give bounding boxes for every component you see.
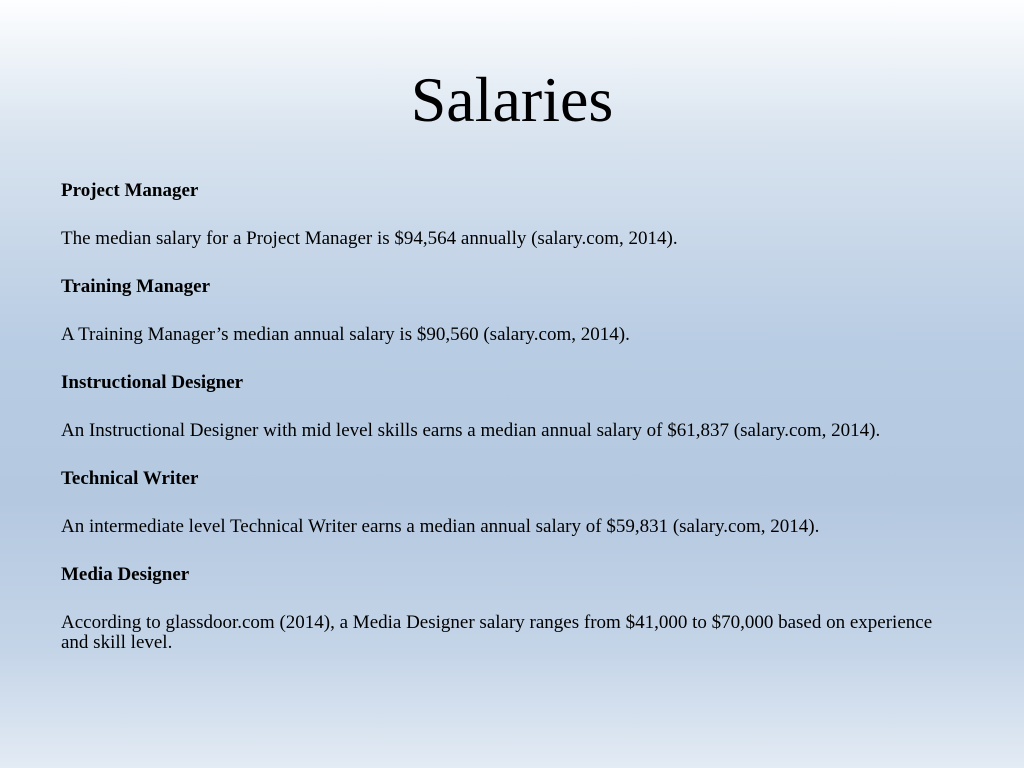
section-heading-technical-writer: Technical Writer [61, 468, 199, 489]
section-heading-project-manager: Project Manager [61, 180, 199, 201]
section-text-technical-writer: An intermediate level Technical Writer earns a median annual salary of $59,831 (salary.com, 2014). [61, 516, 820, 537]
slide-title: Salaries [410, 64, 614, 135]
slide-content [61, 180, 961, 680]
section-text-instructional-designer: An Instructional Designer with mid level skills earns a median annual salary of $61,837 (salary.com, 2014). [61, 420, 881, 441]
section-heading-media-designer: Media Designer [61, 564, 190, 585]
section-heading-training-manager: Training Manager [61, 276, 211, 297]
section-text-media-designer: According to glassdoor.com (2014), a Media Designer salary ranges from $41,000 to $70,000 based on experience and skill level. [61, 612, 933, 653]
section-heading-instructional-designer: Instructional Designer [61, 372, 244, 393]
section-text-project-manager: The median salary for a Project Manager is $94,564 annually (salary.com, 2014). [61, 228, 678, 249]
section-text-training-manager: A Training Manager’s median annual salary is $90,560 (salary.com, 2014). [61, 324, 630, 345]
